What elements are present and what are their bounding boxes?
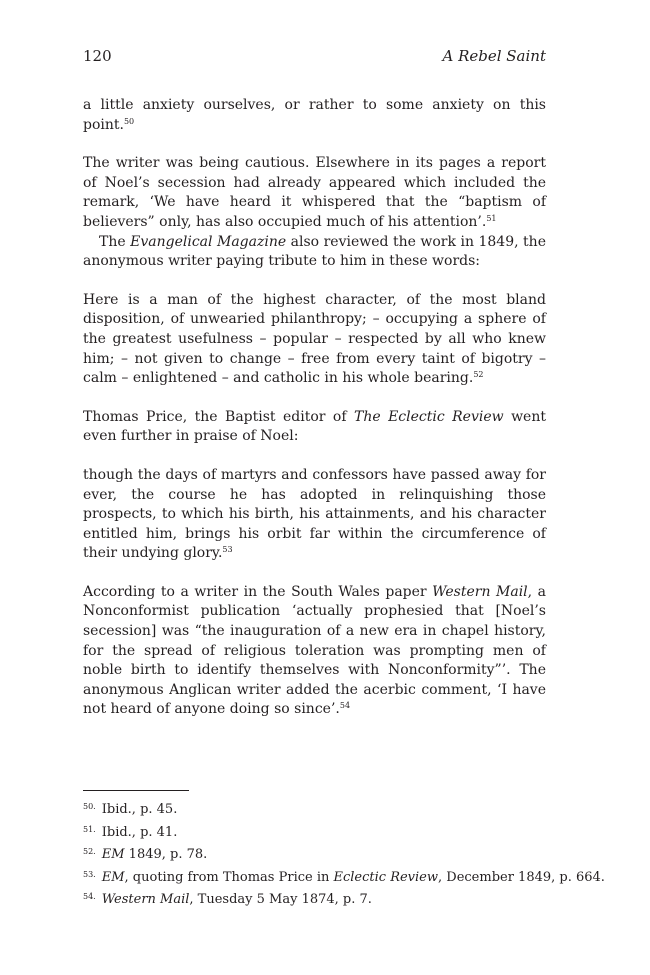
footnote-text-2: , December 1849, p. 664.	[438, 869, 605, 885]
footnote-number: 51.	[83, 824, 96, 834]
paragraph-2-lead: The	[99, 233, 131, 250]
footnote-text: Ibid., p. 41.	[101, 824, 178, 840]
footnote-ref-53[interactable]: 53	[222, 545, 233, 555]
quote-3-text: though the days of martyrs and confessors have passed away for ever, the course he has adopted in relinquishing those prospects, to which his birth, his attainments, and his character entitled him, brings his orbit far within the circumference of their undying glory.	[83, 466, 546, 562]
footnote-51	[83, 820, 553, 843]
footnote-ref-51[interactable]: 51	[486, 213, 497, 223]
quote-2-text: Here is a man of the highest character, of the most bland disposition, of unwearied philanthropy; – occupying a sphere of the greatest usefulness – popular – respected by all who knew him; – not given to change – free from every taint of bigotry – calm – enlightened – and catholic in his whole bearing.	[83, 291, 546, 387]
paragraph-3-rest: went even further in praise of Noel:	[83, 408, 546, 445]
footnote-rule	[83, 790, 189, 791]
paragraph-4-rest: , a Nonconformist publication ‘actually prophesied that [Noel’s secession] was “the inauguration of a new era in chapel history, for the spread of religious toleration was prompting men of noble birth to identify themselves with Nonconformity”’. The anonymous Anglican writer added the acerbic comment, ‘I have not heard of anyone doing so since’.	[83, 583, 546, 718]
footnote-number: 50.	[83, 802, 96, 811]
footnote-54	[83, 887, 553, 910]
paragraph-2	[83, 233, 546, 272]
block-quote-3	[83, 466, 546, 564]
running-header	[83, 46, 546, 66]
paragraph-1	[83, 154, 546, 232]
footnote-text: , quoting from Thomas Price in	[124, 869, 334, 885]
footnote-italic: Western Mail	[101, 892, 190, 907]
paragraph-1-text: The writer was being cautious. Elsewhere in its pages a report of Noel’s secession had already appeared which included the remark, ‘We have heard it whispered that the “baptism of believers” only, has also occupied much of his attention’.	[83, 155, 546, 230]
western-mail-title: Western Mail	[432, 583, 528, 600]
footnote-52	[83, 842, 553, 865]
footnote-text: 1849, p. 78.	[124, 847, 208, 862]
body-text	[83, 96, 546, 720]
paragraph-4-lead: According to a writer in the South Wales paper	[83, 583, 433, 600]
eclectic-review-title: The Eclectic Review	[353, 408, 504, 425]
evangelical-magazine-title: Evangelical Magazine	[130, 233, 287, 250]
footnote-ref-52[interactable]: 52	[473, 370, 484, 380]
footnote-number: 54.	[83, 892, 96, 901]
page-number: 120	[83, 47, 112, 65]
footnote-ref-50[interactable]: 50	[123, 116, 135, 126]
footnote-number: 52.	[83, 847, 96, 856]
footnote-ref-54[interactable]: 54	[339, 701, 351, 711]
footnote-italic: EM	[101, 869, 125, 885]
paragraph-4	[83, 583, 546, 720]
block-quote-1	[83, 96, 546, 135]
footnote-number: 53.	[83, 869, 96, 879]
footnote-53	[83, 865, 605, 888]
quote-1-text: a little anxiety ourselves, or rather to some anxiety on this point.	[83, 97, 546, 133]
running-title: A Rebel Saint	[442, 47, 546, 65]
block-quote-2	[83, 291, 546, 389]
footnote-italic-2: Eclectic Review	[333, 869, 439, 885]
footnote-50	[83, 797, 553, 820]
paragraph-3-lead: Thomas Price, the Baptist editor of	[83, 408, 354, 425]
footnote-text: , Tuesday 5 May 1874, p. 7.	[189, 892, 372, 907]
paragraph-3	[83, 408, 546, 447]
footnote-text: Ibid., p. 45.	[101, 802, 178, 817]
paragraph-2-rest: also reviewed the work in 1849, the anonymous writer paying tribute to him in these words:	[83, 233, 546, 270]
footnote-italic: EM	[101, 847, 125, 862]
footnote-list	[83, 797, 605, 910]
